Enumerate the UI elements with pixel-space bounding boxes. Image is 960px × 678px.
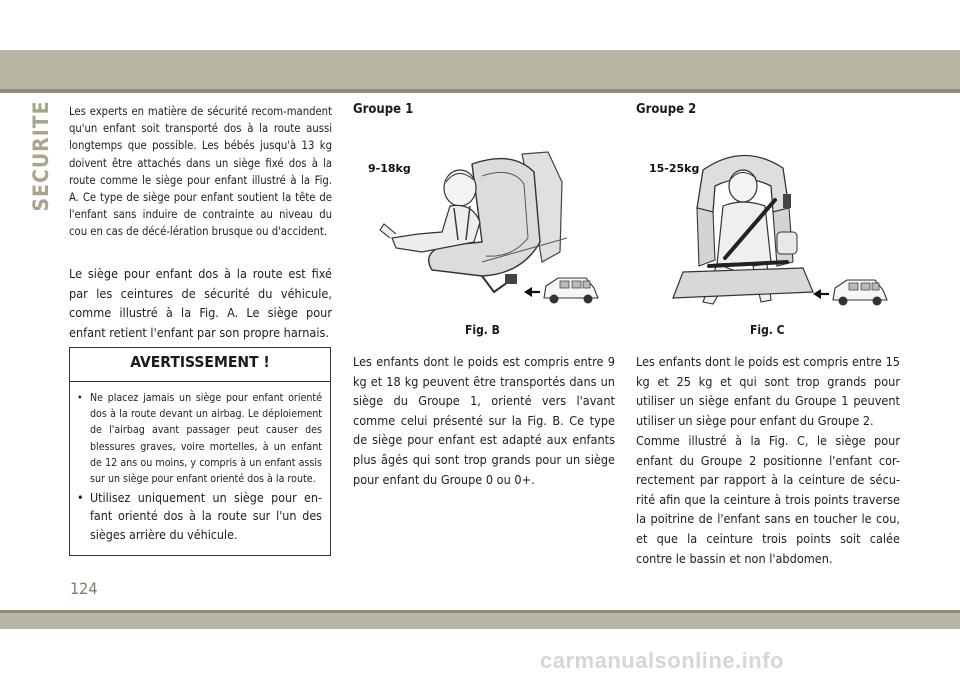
section-tab — [27, 100, 55, 214]
fig-b-caption: Fig. B — [465, 323, 500, 337]
bullet-icon: • — [77, 490, 84, 506]
bullet-icon: • — [77, 392, 83, 404]
group1-paragraph: Les enfants dont le poids est compris entre 9 kg et 18 kg peuvent être transportés dans un siège du Groupe 1, orienté vers l'avant comme celui présenté sur la Fig. B. Ce type de siège pour enfant est adapté aux enfants plus âgés qui sont trop grands pour un siège pour enfant du Groupe 0 ou 0+. — [353, 354, 615, 487]
warning-box — [69, 347, 331, 556]
bottom-band — [0, 613, 960, 629]
group2-paragraph-2: Comme illustré à la Fig. C, le siège pour enfant du Groupe 2 positionne l'enfant cor-rectement par rapport à la ceinture de sécu-rité afin que la ceinture à trois points traverse la poitrine de l'enfant sans en toucher le cou, et que la ceinture trois points soit calée contre le bassin et non l'abdomen. — [636, 433, 900, 566]
page-number: 124 — [70, 579, 98, 598]
warning-item-text: Ne placez jamais un siège pour enfant orienté dos à la route devant un airbag. Le déploiement de l'airbag avant passager peut causer des blessures graves, voire mortelles, à un enfant de 12 ans ou moins, y compris à un enfant assis sur un siège pour enfant orienté dos à la route. — [90, 392, 322, 486]
fig-c-caption: Fig. C — [750, 323, 785, 337]
section-label: SECURITE — [29, 100, 53, 212]
watermark: carmanualsonline.info — [540, 648, 784, 673]
warning-item — [77, 489, 322, 544]
warning-title: AVERTISSEMENT ! — [130, 353, 270, 371]
fig-b-weight-label: 9-18kg — [368, 162, 411, 175]
top-rule — [0, 89, 960, 93]
warning-divider — [70, 381, 330, 382]
intro-paragraph: Les experts en matière de sécurité recom-mandent qu'un enfant soit transporté dos à la route aussi longtemps que possible. Les bébés jusqu'à 13 kg doivent être attachés dans un siège fixé dos à la route comme le siège pour enfant illustré à la Fig. A. Ce type de siège pour enfant soutient la tête de l'enfant sans induire de contrainte au niveau du cou en cas de décé-lération brusque ou d'accident. — [69, 105, 332, 239]
warning-list — [70, 390, 330, 544]
top-band — [0, 50, 960, 89]
warning-item-text: Utilisez uniquement un siège pour en-fant orienté dos à la route sur l'un des sièges arrière du véhicule. — [90, 490, 322, 542]
warning-item — [77, 390, 322, 487]
group2-heading: Groupe 2 — [636, 102, 697, 117]
harness-paragraph: Le siège pour enfant dos à la route est fixé par les ceintures de sécurité du véhicule, comme illustré à la Fig. A. Le siège pour enfant retient l'enfant par son propre harnais. — [69, 266, 332, 340]
group2-paragraph-1: Les enfants dont le poids est compris entre 15 kg et 25 kg et qui sont trop grands pour utiliser un siège enfant du Groupe 1 peuvent utiliser un siège pour enfant du Groupe 2. — [636, 354, 900, 428]
fig-c-illustration — [643, 142, 889, 320]
fig-b-illustration — [362, 142, 602, 320]
fig-c-weight-label: 15-25kg — [649, 162, 700, 175]
group1-heading: Groupe 1 — [353, 102, 414, 117]
